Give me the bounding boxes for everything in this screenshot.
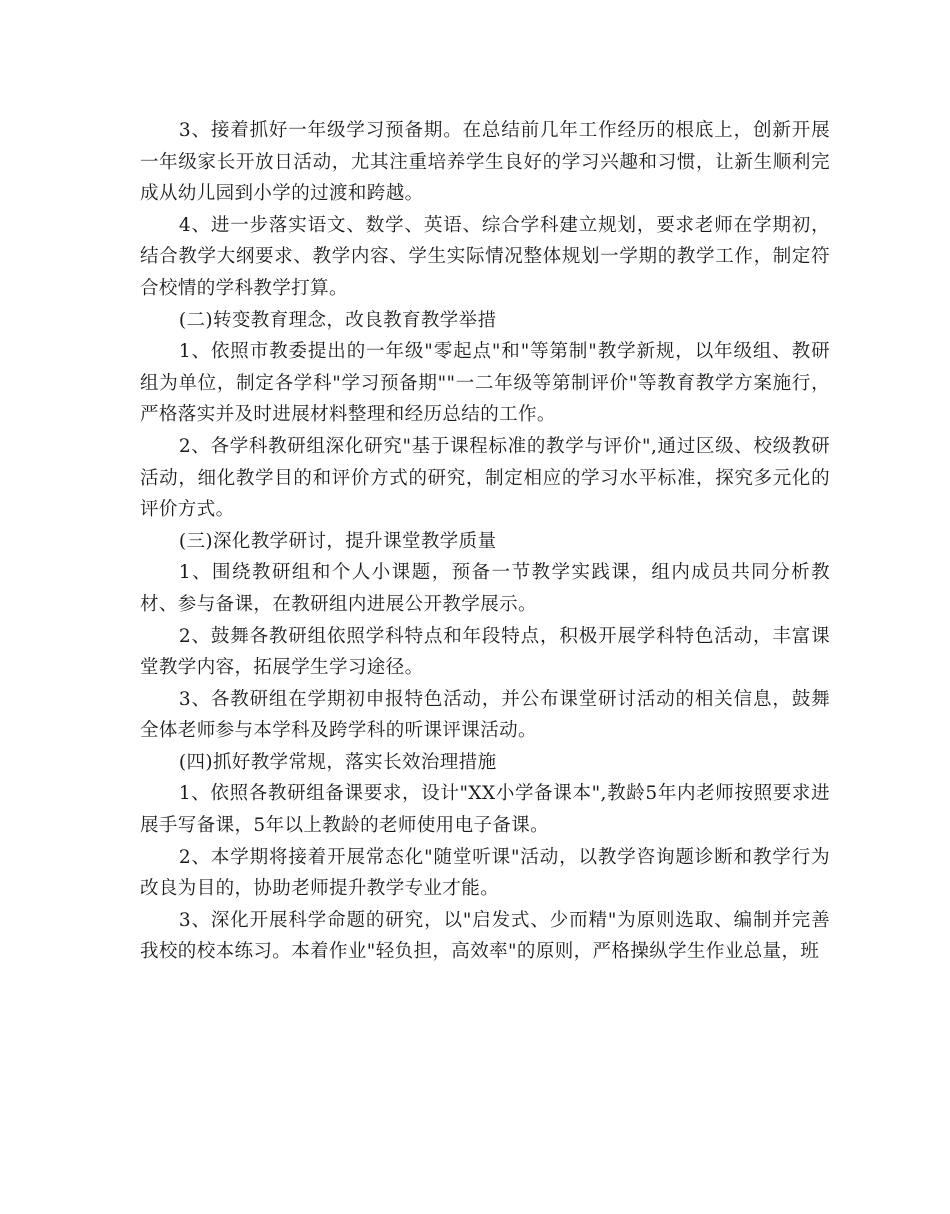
section-heading: (三)深化教学研讨，提升课堂教学质量 [178,530,497,552]
paragraph: 1、围绕教研组和个人小课题，预备一节教学实践课，组内成员共同分析教材、参与备课，在教研组内进展公开教学展示。 [140,562,830,615]
section-heading: (二)转变教育理念，改良教育教学举措 [178,309,497,331]
paragraph: 2、鼓舞各教研组依照学科特点和年段特点，积极开展学科特色活动，丰富课堂教学内容，拓展学生学习途径。 [140,625,830,679]
paragraph: 3、深化开展科学命题的研究，以"启发式、少而精"为原则选取、编制并完善我校的校本练习。本着作业"轻负担，高效率"的原则，严格操纵学生作业总量，班 [140,909,830,963]
paragraph: 1、依照市教委提出的一年级"零起点"和"等第制"教学新规，以年级组、教研组为单位，制定各学科"学习预备期""一二年级等第制评价"等教育教学方案施行，严格落实并及时进展材料整理和经历总结的工作。 [140,341,830,426]
section-heading: (四)抓好教学常规，落实长效治理措施 [178,751,497,773]
document-body [140,115,830,968]
paragraph: 3、接着抓好一年级学习预备期。在总结前几年工作经历的根底上，创新开展一年级家长开放日活动，尤其注重培养学生良好的学习兴趣和习惯，让新生顺利完成从幼儿园到小学的过渡和跨越。 [140,120,830,205]
paragraph: 3、各教研组在学期初申报特色活动，并公布课堂研讨活动的相关信息，鼓舞全体老师参与本学科及跨学科的听课评课活动。 [140,688,830,742]
paragraph: 2、各学科教研组深化研究"基于课程标准的教学与评价",通过区级、校级教研活动，细化教学目的和评价方式的研究，制定相应的学习水平标准，探究多元化的评价方式。 [140,435,830,521]
paragraph: 2、本学期将接着开展常态化"随堂听课"活动，以教学咨询题诊断和教学行为改良为目的，协助老师提升教学专业才能。 [140,846,830,900]
paragraph: 1、依照各教研组备课要求，设计"XX小学备课本",教龄5年内老师按照要求进展手写备课，5年以上教龄的老师使用电子备课。 [140,783,830,837]
paragraph: 4、进一步落实语文、数学、英语、综合学科建立规划，要求老师在学期初，结合教学大纲要求、教学内容、学生实际情况整体规划一学期的教学工作，制定符合校情的学科教学打算。 [140,214,830,299]
